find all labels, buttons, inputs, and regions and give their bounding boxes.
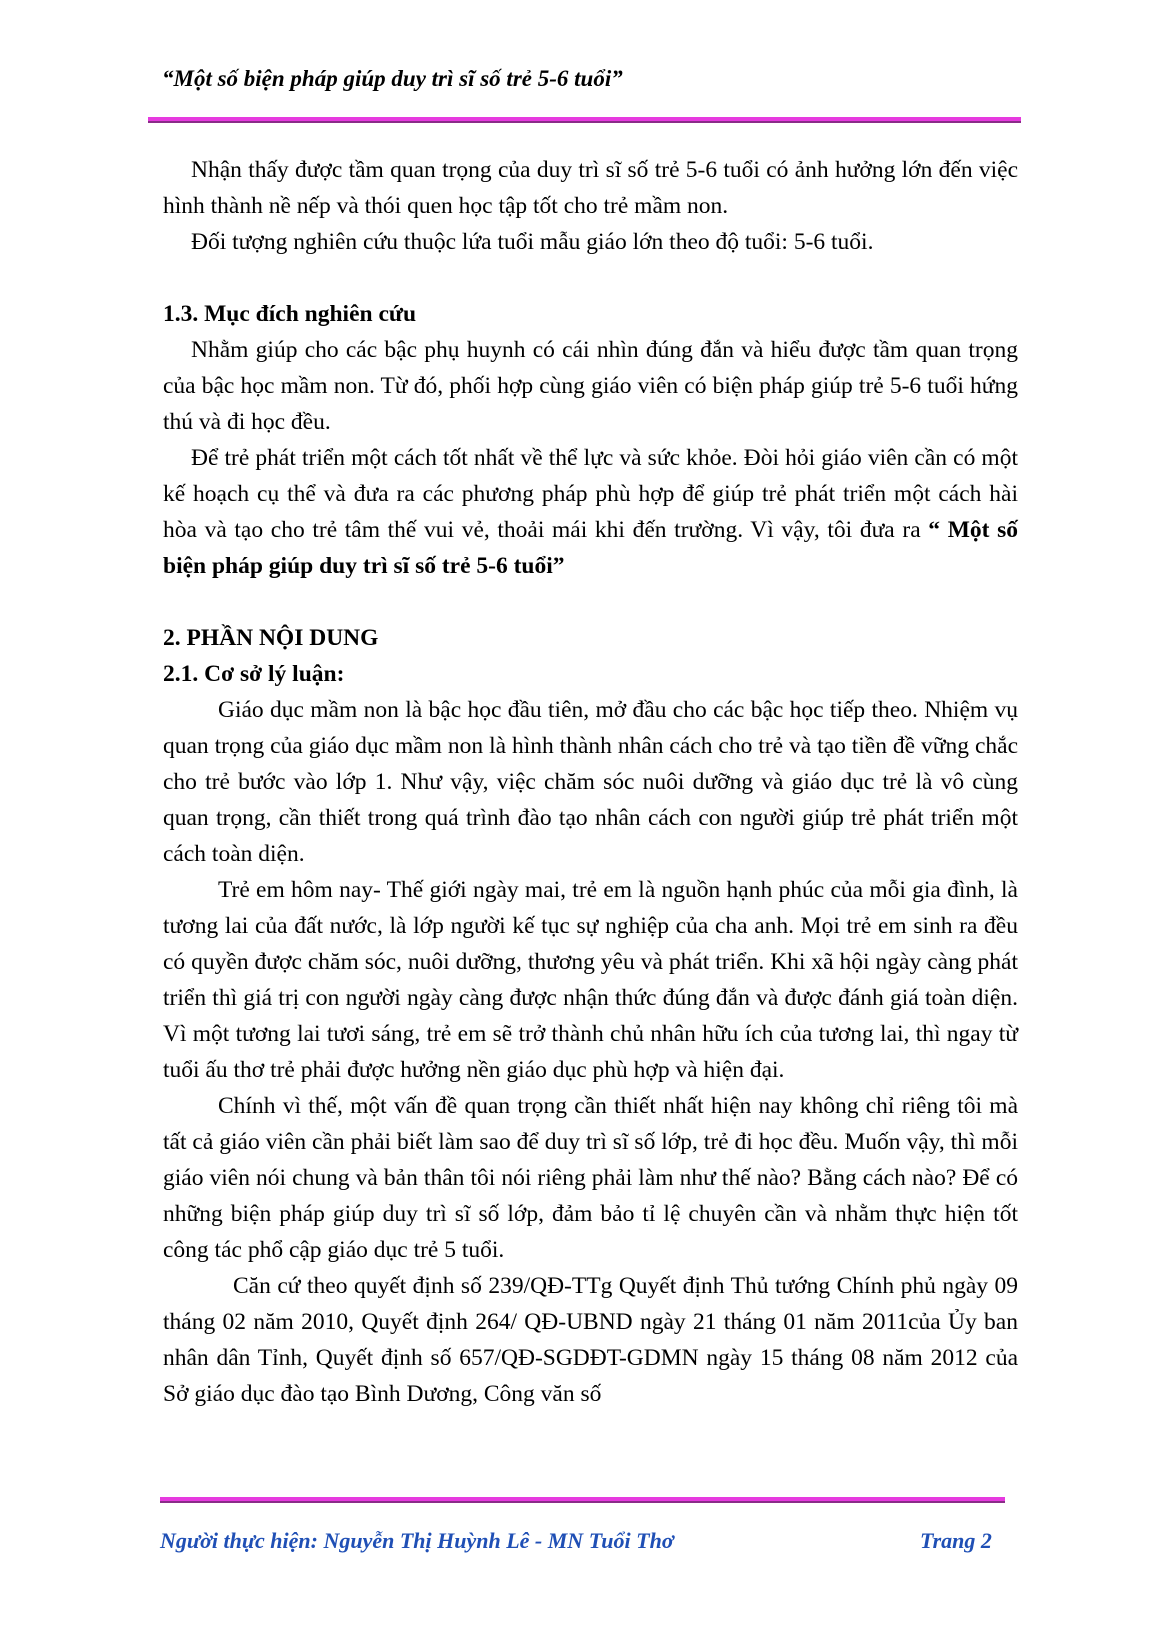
intro-paragraph-2: Đối tượng nghiên cứu thuộc lứa tuổi mẫu giáo lớn theo độ tuổi: 5-6 tuổi. [191,229,874,255]
paragraph-text: Để trẻ phát triển một cách tốt nhất về thể lực và sức khỏe. Đòi hỏi giáo viên cần có một kế hoạch cụ thể và đưa ra các phương pháp phù hợp để giúp trẻ phát triển một cách hài hòa và tạo cho trẻ tâm thế vui vẻ, thoải mái khi đến trường. Vì vậy, tôi đưa ra [163,445,1018,543]
topic-title-bold: “ Một số biện pháp giúp duy trì sĩ số trẻ 5-6 tuổi” [163,517,1018,579]
page-label: Trang [920,1528,981,1553]
page-number-value: 2 [980,1528,992,1553]
section-2-1-heading: 2.1. Cơ sở lý luận: [163,661,345,687]
footer-divider [160,1497,1005,1503]
section-1-3-paragraph-2 [163,440,1018,584]
header-divider [148,117,1021,123]
spacer [163,584,1018,620]
page-header-title: “Một số biện pháp giúp duy trì sĩ số trẻ 5-6 tuổi” [162,66,623,91]
spacer [163,260,1018,296]
section-1-3-paragraph-1: Nhằm giúp cho các bậc phụ huynh có cái nhìn đúng đắn và hiểu được tầm quan trọng của bậc học mầm non. Từ đó, phối hợp cùng giáo viên có biện pháp giúp trẻ 5-6 tuổi hứng thú và đi học đều. [163,337,1018,435]
intro-paragraph-1: Nhận thấy được tầm quan trọng của duy trì sĩ số trẻ 5-6 tuổi có ảnh hưởng lớn đến việc hình thành nề nếp và thói quen học tập tốt cho trẻ mầm non. [163,157,1018,219]
section-2-1-paragraph-4: Căn cứ theo quyết định số 239/QĐ-TTg Quyết định Thủ tướng Chính phủ ngày 09 tháng 02 năm 2010, Quyết định 264/ QĐ-UBND ngày 21 tháng 01 năm 2011của Ủy ban nhân dân Tỉnh, Quyết định số 657/QĐ-SGDĐT-GDMN ngày 15 tháng 08 năm 2012 của Sở giáo dục đào tạo Bình Dương, Công văn số [163,1273,1018,1407]
footer-author: Người thực hiện: Nguyễn Thị Huỳnh Lê - MN Tuổi Thơ [160,1528,674,1553]
document-body [163,152,1018,1412]
page-number [920,1528,992,1554]
section-2-1-paragraph-1: Giáo dục mầm non là bậc học đầu tiên, mở đầu cho các bậc học tiếp theo. Nhiệm vụ quan trọng của giáo dục mầm non là hình thành nhân cách cho trẻ và tạo tiền đề vững chắc cho trẻ bước vào lớp 1. Như vậy, việc chăm sóc nuôi dưỡng và giáo dục trẻ là vô cùng quan trọng, cần thiết trong quá trình đào tạo nhân cách con người giúp trẻ phát triển một cách toàn diện. [163,697,1018,867]
section-1-3-heading: 1.3. Mục đích nghiên cứu [163,301,417,327]
section-2-heading: 2. PHẦN NỘI DUNG [163,625,379,651]
section-2-1-paragraph-3: Chính vì thế, một vấn đề quan trọng cần thiết nhất hiện nay không chỉ riêng tôi mà tất cả giáo viên cần phải biết làm sao để duy trì sĩ số lớp, trẻ đi học đều. Muốn vậy, thì mỗi giáo viên nói chung và bản thân tôi nói riêng phải làm như thế nào? Bằng cách nào? Để có những biện pháp giúp duy trì sĩ số lớp, đảm bảo tỉ lệ chuyên cần và nhằm thực hiện tốt công tác phổ cập giáo dục trẻ 5 tuổi. [163,1093,1018,1263]
section-2-1-paragraph-2: Trẻ em hôm nay- Thế giới ngày mai, trẻ em là nguồn hạnh phúc của mỗi gia đình, là tương lai của đất nước, là lớp người kế tục sự nghiệp của cha anh. Mọi trẻ em sinh ra đều có quyền được chăm sóc, nuôi dưỡng, thương yêu và phát triển. Khi xã hội ngày càng phát triển thì giá trị con người ngày càng được nhận thức đúng đắn và được đánh giá toàn diện. Vì một tương lai tươi sáng, trẻ em sẽ trở thành chủ nhân hữu ích của tương lai, thì ngay từ tuổi ấu thơ trẻ phải được hưởng nền giáo dục phù hợp và hiện đại. [163,877,1018,1083]
